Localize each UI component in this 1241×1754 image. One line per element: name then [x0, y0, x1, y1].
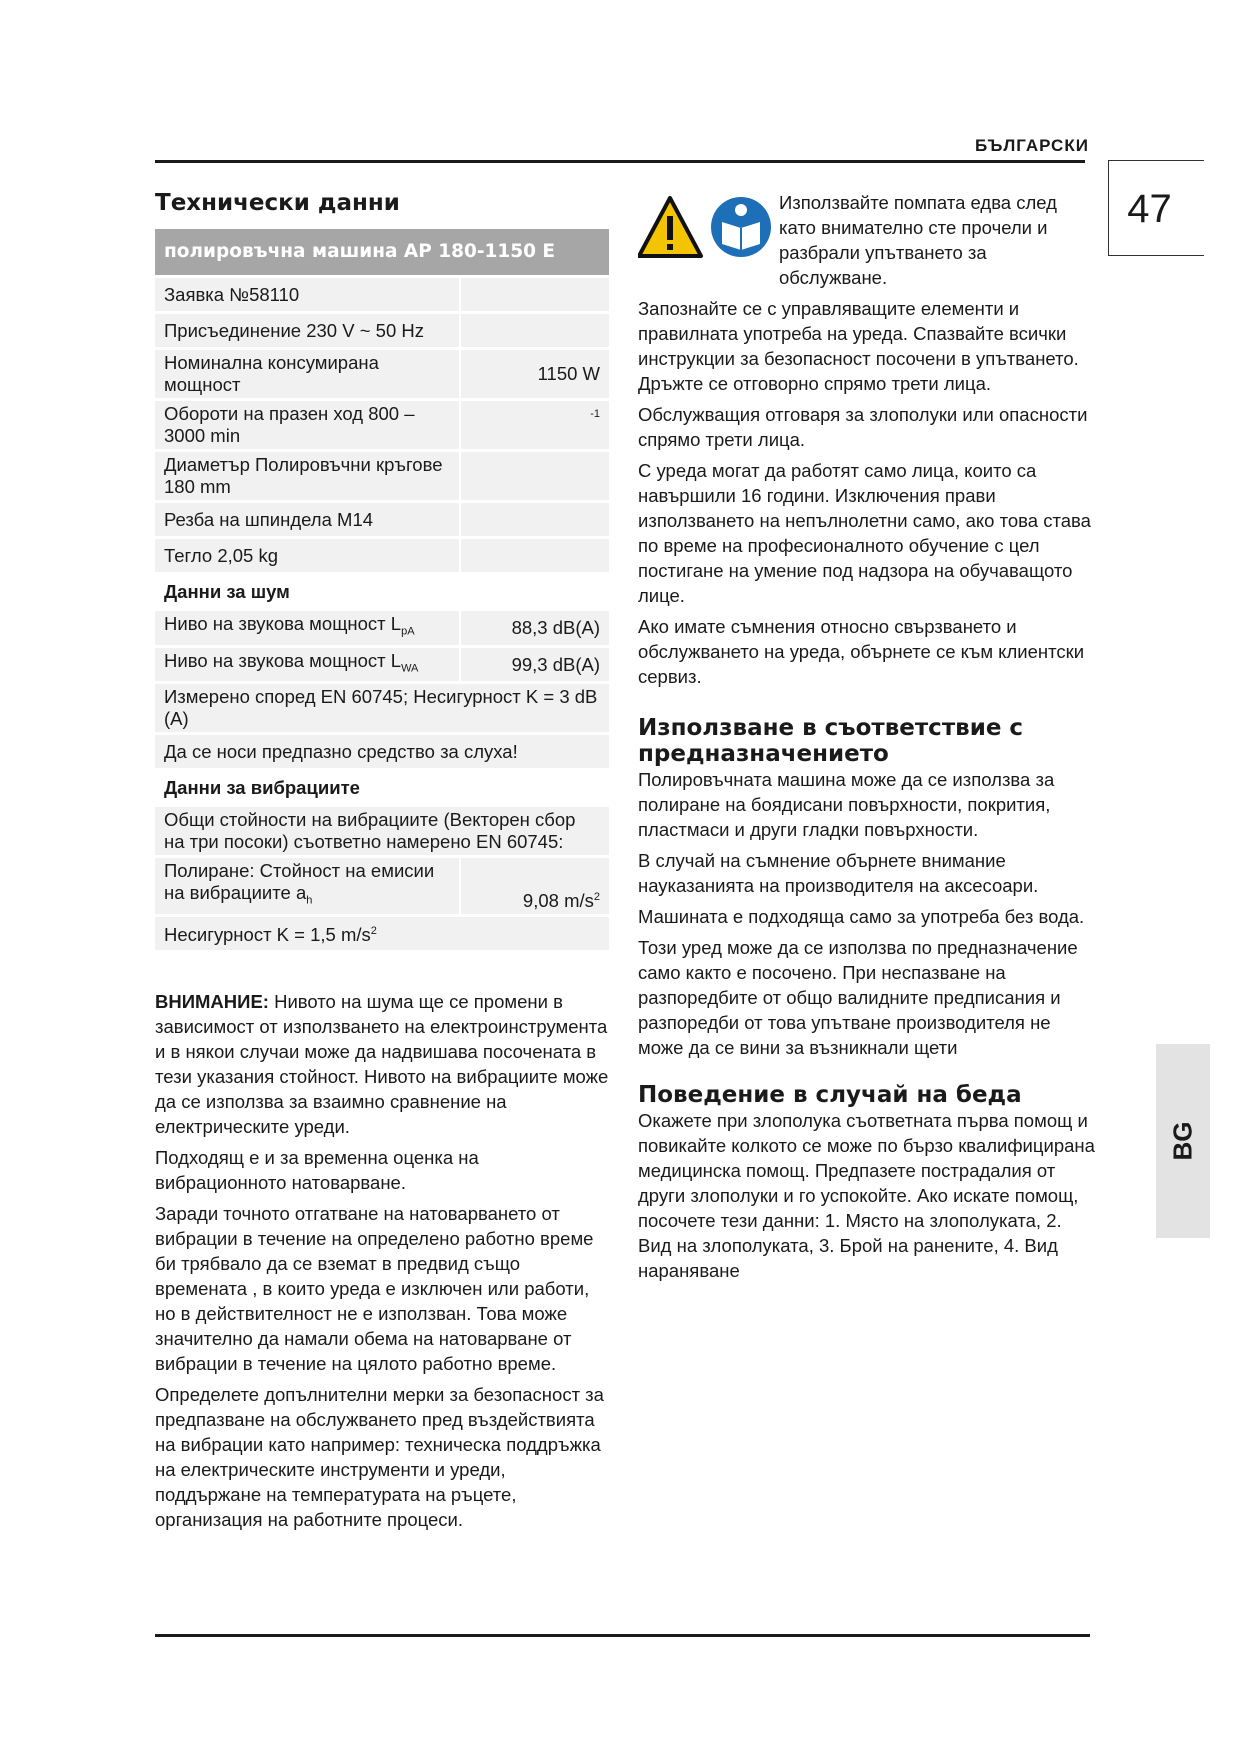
intended-use-title: Използване в съответствие с предназначението	[638, 715, 1024, 767]
warning-paragraph: ВНИМАНИЕ: Нивото на шума ще се промени в зависимост от използването на електроинструмента и в някои случаи може да надвишава посочената в тези указания стойност. Нивото на вибрациите може да се използва за взаимно сравнение на електрическите уреди.	[155, 991, 609, 1138]
accident-title: Поведение в случай на беда	[638, 1082, 1022, 1108]
table-row: Присъединение 230 V ~ 50 Hz	[155, 314, 609, 347]
paragraph: Запознайте се с управляващите елементи и правилната употреба на уреда. Спазвайте всички инструкции за безопасност посочени в упътването. Дръжте се отговорно спрямо трети лица.	[638, 298, 1079, 394]
vibration-heading: Данни за вибрациите	[155, 771, 609, 804]
table-row: Тегло 2,05 kg	[155, 539, 609, 572]
page-number: 47	[1108, 160, 1204, 256]
language-side-tab	[1156, 1044, 1210, 1238]
paragraph: Ако имате съмнения относно свързването и обслужването на уреда, обърнете се към клиентски сервиз.	[638, 616, 1085, 687]
language-tab-label: BG	[1167, 1121, 1198, 1161]
table-row: Полиране: Стойност на емисии на вибрациите $a_h$ 9,08 $m/s^2$	[155, 858, 609, 914]
paragraph: С уреда могат да работят само лица, които са навършили 16 години. Изключения прави използването на непълнолетни само, ако това става по време на професионалното обучение с цел постигане на умение под надзора на обучаващото лице.	[638, 460, 1091, 606]
footer-rule	[155, 1634, 1090, 1637]
paragraph: Определете допълнителни мерки за безопасност за предпазване на обслужването пред въздействията на вибрации като например: техническа поддръжка на електрическите инструменти и уреди, поддържане на температурата на ръцете, организация на работните процеси.	[155, 1384, 604, 1531]
paragraph: Машината е подходяща само за употреба без вода.	[638, 906, 1085, 927]
tech-data-title: Технически данни	[155, 190, 400, 216]
table-row: Ниво на звукова мощност $L_{WA}$ 99,3 dB(A)	[155, 648, 609, 682]
header-rule	[155, 160, 1085, 163]
manual-notice: Използвайте помпата едва след като внимателно сте прочели и разбрали упътването за обслужване.	[779, 192, 1057, 288]
paragraph: Заради точното отгатване на натоварването от вибрации в течение на определено работно време би трябвало да се вземат в предвид също времената , в които уреда е изключен или работи, но в действителност не е използван. Това може значително да намали обема на натоварване от вибрации в течение на цялото работно време.	[155, 1203, 594, 1375]
table-row: Измерено според EN 60745; Несигурност K = 3 dB (A)	[155, 684, 609, 732]
tech-data-table	[155, 226, 609, 953]
table-row: Несигурност K = 1,5 $m/s^2$	[155, 917, 609, 950]
table-row: Резба на шпиндела М14	[155, 503, 609, 536]
warning-triangle-icon	[639, 198, 701, 256]
paragraph: Полировъчната машина може да се използва за полиране на боядисани повърхности, покрития, пластмаси и други гладки повърхности.	[638, 769, 1055, 840]
model-heading: полировъчна машина AP 180-1150 E	[155, 229, 609, 275]
language-header: БЪЛГАРСКИ	[975, 136, 1089, 155]
paragraph: В случай на съмнение обърнете внимание науказанията на производителя на аксесоари.	[638, 850, 1039, 896]
right-column	[638, 190, 1098, 1289]
left-column	[155, 190, 610, 1538]
table-row: Заявка №58110	[155, 278, 609, 311]
table-row: Номинална консумирана мощност 1150 W	[155, 350, 609, 398]
paragraph: Окажете при злополука съответната първа помощ и повикайте колкото се може по бързо квалифицирана медицинска помощ. Предпазете пострадалия от други злополуки и го успокойте. Ако искате помощ, посочете тези данни: 1. Място на злополуката, 2. Вид на злополуката, 3. Брой на ранените, 4. Вид нараняване	[638, 1110, 1095, 1281]
paragraph: Подходящ е и за временна оценка на вибрационното натоварване.	[155, 1147, 479, 1194]
table-row: Да се носи предпазно средство за слуха!	[155, 735, 609, 768]
table-row: Общи стойности на вибрациите (Векторен сбор на три посоки) съответно намерено EN 60745:	[155, 807, 609, 855]
read-manual-icon	[711, 197, 771, 257]
table-row: Ниво на звукова мощност $L_{pA}$ 88,3 dB(A)	[155, 611, 609, 645]
table-row: Обороти на празен ход 800 – 3000 min -1	[155, 401, 609, 449]
warning-and-manual-icon	[638, 194, 772, 260]
paragraph: Обслужващия отговаря за злополуки или опасности спрямо трети лица.	[638, 404, 1088, 450]
noise-heading: Данни за шум	[155, 575, 609, 608]
paragraph: Този уред може да се използва по предназначение само както е посочено. При неспазване на разпоредбите от общо валидните предписания и разпоредби от това упътване производителя не може да се вини за възникнали щети	[638, 937, 1078, 1058]
table-row: Диаметър Полировъчни кръгове 180 mm	[155, 452, 609, 500]
